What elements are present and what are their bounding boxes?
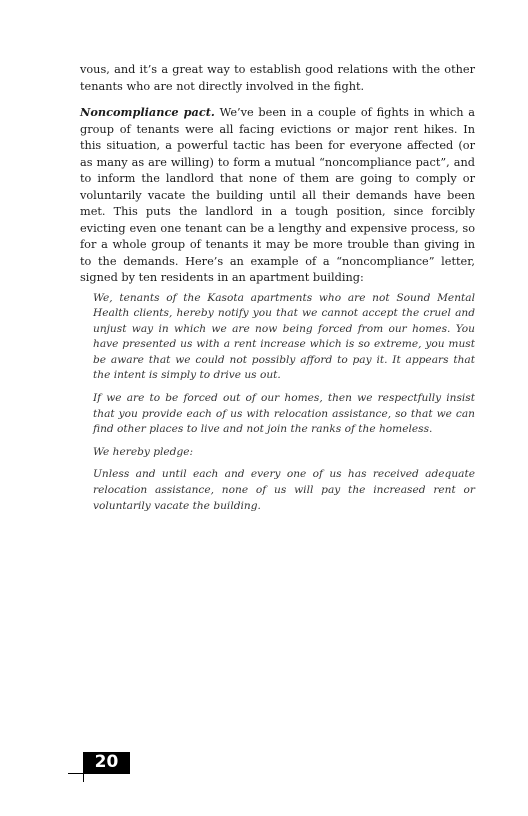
letter-paragraph-3: We hereby pledge: <box>93 445 194 458</box>
letter-paragraph-4: Unless and until each and every one of us has received adequate relocation assistance, none of us will pay the increased rent or voluntarily vacate the building. <box>93 468 475 512</box>
letter-paragraph-2: If we are to be forced out of our homes, then we respectfully insist that you provide each of us with relocation assistance, so that we can find other places to live and not join the ranks of the homeless. <box>93 392 475 436</box>
page-content <box>80 62 475 521</box>
page-footer <box>68 752 138 782</box>
noncompliance-paragraph <box>80 104 475 287</box>
intro-paragraph: vous, and it’s a great way to establish good relations with the other tenants who are not directly involved in the fight. <box>80 63 475 93</box>
letter-paragraph-1: We, tenants of the Kasota apartments who are not Sound Mental Health clients, hereby notify you that we cannot accept the cruel and unjust way in which we are now being forced from our homes. You have presented us with a rent increase which is so extreme, you must be aware that we could not possibly afford to pay it. It appears that the intent is simply to drive us out. <box>93 291 475 382</box>
crop-mark-horizontal <box>68 773 130 774</box>
section-lead: Noncompliance pact. <box>80 105 215 119</box>
page-number: 20 <box>83 752 130 773</box>
section-body: We’ve been in a couple of fights in which a group of tenants were all facing evictions or major rent hikes. In this situation, a powerful tactic has been for everyone affected (or as many as are willing) to form a mutual “noncompliance pact”, and to inform the landlord that none of them are going to comply or voluntarily vacate the building until all their demands have been met. This puts the landlord in a tough position, since forcibly evicting even one tenant can be a lengthy and expensive process, so for a whole group of tenants it may be more trouble than giving in to the demands. Here’s an example of a “noncompliance” letter, signed by ten residents in an apartment building: <box>80 106 475 284</box>
letter-blockquote <box>80 291 475 515</box>
